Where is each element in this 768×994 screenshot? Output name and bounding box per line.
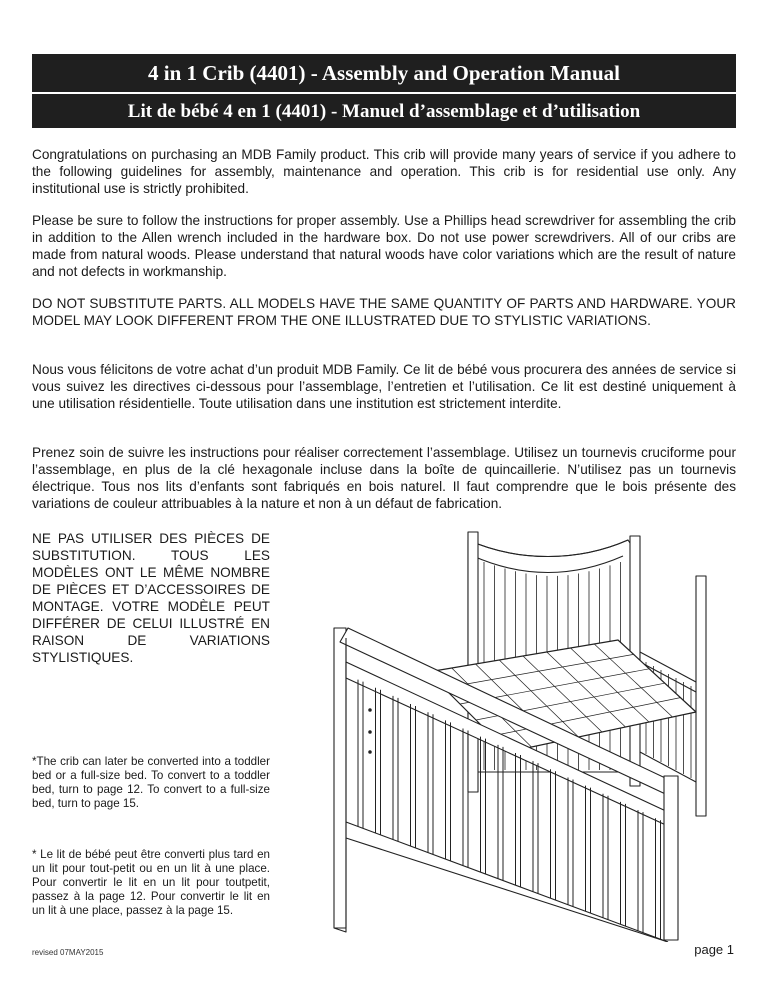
manual-title-french: Lit de bébé 4 en 1 (4401) - Manuel d’assemblage et d’utilisation <box>32 92 736 128</box>
assembly-instructions-english: Please be sure to follow the instructions for proper assembly. Use a Phillips head screwdriver for assembling the crib in addition to the Allen wrench included in the hardware box. Do not use power screwdrivers. All of our cribs are made from natural woods. Please understand that natural woods have color variations which are the result of nature and not defects in workmanship. <box>32 213 736 279</box>
crib-illustration <box>318 522 736 942</box>
conversion-note-french: * Le lit de bébé peut être converti plus tard en un lit pour tout-petit ou en un lit à une place. Pour convertir le lit en un lit pour toutpetit, passez à la page 12. Pour convertir le lit en un lit à une place, passez à la page 15. <box>32 848 270 917</box>
intro-paragraph-english: Congratulations on purchasing an MDB Family product. This crib will provide many years of service if you adhere to the following guidelines for assembly, maintenance and operation. This crib is for residential use only. Any institutional use is strictly prohibited. <box>32 147 736 196</box>
manual-title-english: 4 in 1 Crib (4401) - Assembly and Operation Manual <box>32 54 736 92</box>
warning-paragraph-english: DO NOT SUBSTITUTE PARTS. ALL MODELS HAVE THE SAME QUANTITY OF PARTS AND HARDWARE. YOUR MODEL MAY LOOK DIFFERENT FROM THE ONE ILLUSTRATED DUE TO STYLISTIC VARIATIONS. <box>32 296 736 328</box>
conversion-note-english: *The crib can later be converted into a toddler bed or a full-size bed. To convert to a toddler bed, turn to page 12. To convert to a full-size bed, turn to page 15. <box>32 755 270 810</box>
page-number: page 1 <box>694 942 734 957</box>
warning-paragraph-french: NE PAS UTILISER DES PIÈCES DE SUBSTITUTION. TOUS LES MODÈLES ONT LE MÊME NOMBRE DE PIÈCES ET D’ACCESSOIRES DE MONTAGE. VOTRE MODÈLE PEUT DIFFÉRER DE CELUI ILLUSTRÉ EN RAISON DE VARIATIONS STYLISTIQUES. <box>32 531 270 665</box>
intro-paragraph-french: Nous vous félicitons de votre achat d’un produit MDB Family. Ce lit de bébé vous procurera des années de service si vous suivez les directives ci-dessous pour l’assemblage, l’entretien et l’utilisation. Ce lit est destiné uniquement à une utilisation résidentielle. Toute utilisation dans une institution est strictement interdite. <box>32 362 736 411</box>
assembly-instructions-french: Prenez soin de suivre les instructions pour réaliser correctement l’assemblage. Utilisez un tournevis cruciforme pour l’assemblage, en plus de la clé hexagonale incluse dans la boîte de quincaillerie. N’utilisez pas un tournevis électrique. Tous nos lits d’enfants sont fabriqués en bois naturel. Il faut comprendre que le bois présente des variations de couleur attribuables à la nature et non à un défaut de fabrication. <box>32 445 736 511</box>
revision-date: revised 07MAY2015 <box>32 948 104 957</box>
